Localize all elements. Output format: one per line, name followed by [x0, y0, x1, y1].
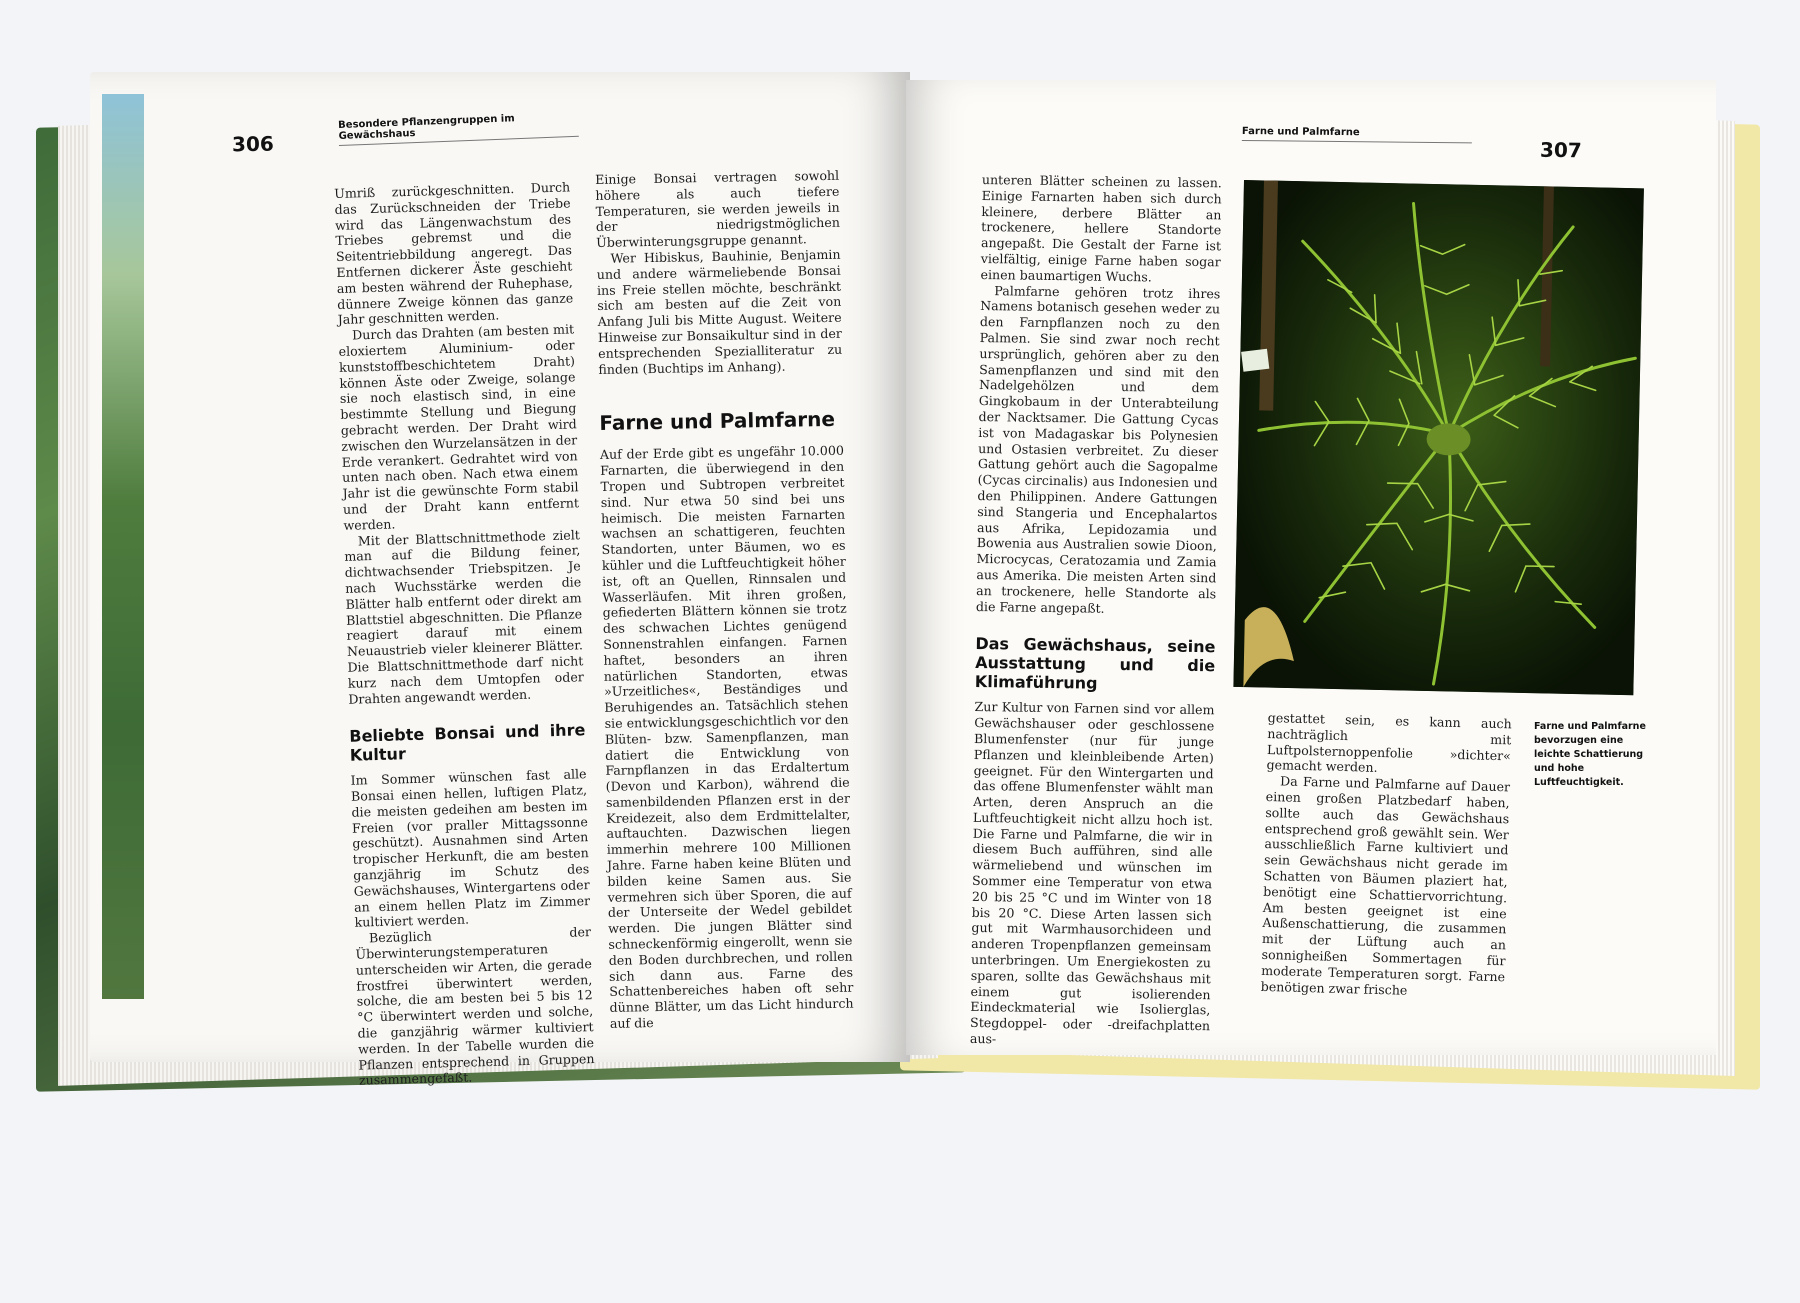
paragraph: Zur Kultur von Farnen sind vor allem Gewächshauser oder geschlossene Blumenfenster (nur für junge Pflanzen und kleinbleibende Arten) geeignet. Für den Wintergarten und das offene Blumenfenster wählt man Arten, deren Anspruch an die Luftfeuchtigkeit nicht allzu hoch ist. Die Farne und Palmfarne, die wir in diesem Buch aufführen, sind alle wärmeliebend und wünschen im Sommer eine Temperatur von etwa 20 bis 25 °C und im Winter von 18 bis 20 °C. Diese Arten lassen sich gut mit Warmhausorchideen und anderen Tropenpflanzen gemeinsam unterbringen. Um Energiekosten zu sparen, sollte das Gewächshaus mit einem gut isolierenden Eindeckmaterial wie Isolierglas, Stegdoppel- oder -dreifachplatten aus-	[969, 699, 1215, 1047]
paragraph: Durch das Drahten (am besten mit eloxiertem Aluminium- oder kunststoffbeschichtetem Draht) können Äste oder Zweige, solange sie noch elastisch sind, in eine bestimmte Stellung und Biegung gebracht werden. Der Draht wird zwischen den Wurzelansätzen in der Erde verankert. Gedrahtet wird von unten nach oben. Nach etwa einem Jahr ist die gewünschte Form stabil und der Draht kann entfernt werden.	[338, 321, 580, 533]
paragraph: unteren Blätter scheinen zu lassen. Einige Farnarten haben sich durch kleinere, derbere Blätter an trockenere, hellere Standorte angepaßt. Die Gestalt der Farne ist vielfältig, einige Farne haben sogar einen baumartigen Wuchs.	[980, 172, 1222, 285]
page-number-right: 307	[1539, 137, 1582, 163]
fern-illustration	[1233, 180, 1644, 695]
page-edge-photo-strip	[102, 94, 144, 999]
paragraph: gestattet sein, es kann auch nachträglich mit Luftpolsternoppenfolie »dichter« gemacht werden.	[1266, 710, 1512, 776]
page-number-left: 306	[231, 131, 274, 157]
paragraph: Auf der Erde gibt es ungefähr 10.000 Farnarten, die überwiegend in den Tropen und Subtropen verbreitet sind. Nur etwa 50 sind bei uns heimisch. Die meisten Farnarten wachsen an schattigeren, feuchten Standorten, unter Bäumen, wo es kühler und die Luftfeuchtigkeit höher ist, oft an Quellen, Rinnsalen und Wasserläufen. Mit ihren großen, gefiederten Blättern können sie trotz des schwachen Lichtes genügend Sonnenstrahlen einfangen. Farnen haftet, besonders an ihren natürlichen Standorten, etwas »Urzeitliches«, Beständiges und Beruhigendes an. Tatsächlich stehen sie entwicklungsgeschichtlich vor den Blüten- bzw. Samenpflanzen, man datiert die Entwicklung von Farnpflanzen in das Erdaltertum (Devon und Karbon), während die samenbildenden Pflanzen erst in der Kreidezeit, also dem Erdmittelalter, auftauchten. Dazwischen liegen immerhin mehrere 100 Millionen Jahre. Farne haben keine Blüten und bilden keine Samen aus. Sie vermehren sich über Sporen, die auf der Unterseite der Wedel gebildet werden. Die jungen Blätter sind schneckenförmig eingerollt, wenn sie den Boden durchbrechen, und rollen sich dann aus. Farne des Schattenbereiches haben oft sehr dünne Blätter, um das Licht hindurch auf die	[599, 443, 854, 1031]
left-page-column-1	[334, 179, 595, 1088]
section-heading-bonsai: Beliebte Bonsai und ihre Kultur	[349, 720, 586, 766]
paragraph: Wer Hibiskus, Bauhinie, Benjamin und andere wärmeliebende Bonsai ins Freie stellen möchte, beschränkt sich am besten auf die Zeit von Anfang Juli bis Mitte August. Weitere Hinweise zur Bonsaikultur sind in der entsprechenden Spezialliteratur zu finden (Buchtips im Anhang).	[596, 246, 843, 377]
running-head-right: Farne und Palmfarne	[1242, 126, 1472, 143]
left-page-column-2	[595, 168, 854, 1032]
running-head-left: Besondere Pflanzengruppen im Gewächshaus	[338, 111, 579, 146]
photo-caption: Farne und Palmfarne bevorzugen eine leichte Schattierung und hohe Luftfeuchtigkeit.	[1534, 721, 1646, 788]
section-heading-farne: Farne und Palmfarne	[599, 407, 836, 436]
paragraph: Palmfarne gehören trotz ihres Namens botanisch gesehen weder zu den Farnpflanzen noch zu den Palmen. Sie sind zwar noch recht ursprünglich, gehören aber zu den Samenpflanzen und sind mit den Nadelgehölzen und dem Gingkobaum in der Unterabteilung der Nacktsamer. Die Gattung Cycas ist von Madagaskar bis Polynesien und Ostasien verbreitet. Zu dieser Gattung gehört auch die Sagopalme (Cycas circinalis) aus Indonesien und den Philippinen. Andere Gattungen sind Stangeria und Encephalartos aus Afrika, Lepidozamia und Bowenia aus Australien sowie Dioon, Microcycas, Ceratozamia und Zamia aus Amerika. Die meisten Arten sind an trockenere, helle Standorte als die Farne angepaßt.	[975, 282, 1221, 616]
paragraph: Einige Bonsai vertragen sowohl höhere als auch tiefere Temperaturen, sie werden jeweils in der niedrigstmöglichen Überwinterungsgruppe genannt.	[595, 167, 841, 251]
paragraph: Im Sommer wünschen fast alle Bonsai einen hellen, luftigen Platz, die meisten gedeihen am besten im Freien (vor praller Mittagssonne geschützt). Ausnahmen sind Arten tropischer Herkunft, die am besten ganzjährig im Schutz des Gewächshauses, Wintergartens oder an einem hellen Platz im Zimmer kultiviert werden.	[350, 766, 591, 931]
paragraph: Mit der Blattschnittmethode zielt man auf die Bildung feiner, dichtwachsender Triebspitzen. Je nach Wuchsstärke werden die Blätter halb entfernt oder direkt am Blattstiel abgeschnitten. Die Pflanze reagiert darauf mit einem Neuaustrieb vieler kleinerer Blätter. Die Blattschnittmethode darf nicht kurz nach dem Umtopfen oder Drahten angewandt werden.	[344, 526, 585, 707]
paragraph: Bezüglich der Überwinterungstemperaturen unterscheiden wir Arten, die gerade frostfrei überwintert werden, solche, die am besten bei 5 bis 12 °C überwintert werden und solche, die ganzjährig wärmer kultiviert werden. In der Tabelle wurden die Pflanzen entsprechend in Gruppen zusammengefaßt.	[355, 924, 595, 1089]
right-page-column-2	[1261, 710, 1512, 1001]
right-page-column-1	[970, 172, 1222, 1050]
paragraph: Umriß zurückgeschnitten. Durch das Zurückschneiden der Triebe wird das Längenwachstum des Triebes gebremst und die Seitentriebbildung angeregt. Das Entfernen dickerer Äste geschieht am besten während der Ruhephase, dünnere Zweige können das ganze Jahr geschnitten werden.	[334, 179, 574, 328]
section-heading-gewaechshaus: Das Gewächshaus, seine Ausstattung und die Klimaführung	[974, 634, 1216, 693]
paragraph: Da Farne und Palmfarne auf Dauer einen großen Platzbedarf haben, sollte auch das Gewächshaus entsprechend groß gewählt sein. Wer ausschließlich Farne kultiviert und sein Gewächshaus nicht gerade im Schatten von Bäumen plaziert hat, benötigt eine Schattiervorrichtung. Am besten geeignet ist eine Außenschattierung, die zusammen mit der Lüftung auch an sonnigheißen Sommertagen für moderate Temperaturen sorgt. Farne benötigen zwar frische	[1260, 773, 1511, 998]
fern-photo	[1233, 180, 1644, 695]
